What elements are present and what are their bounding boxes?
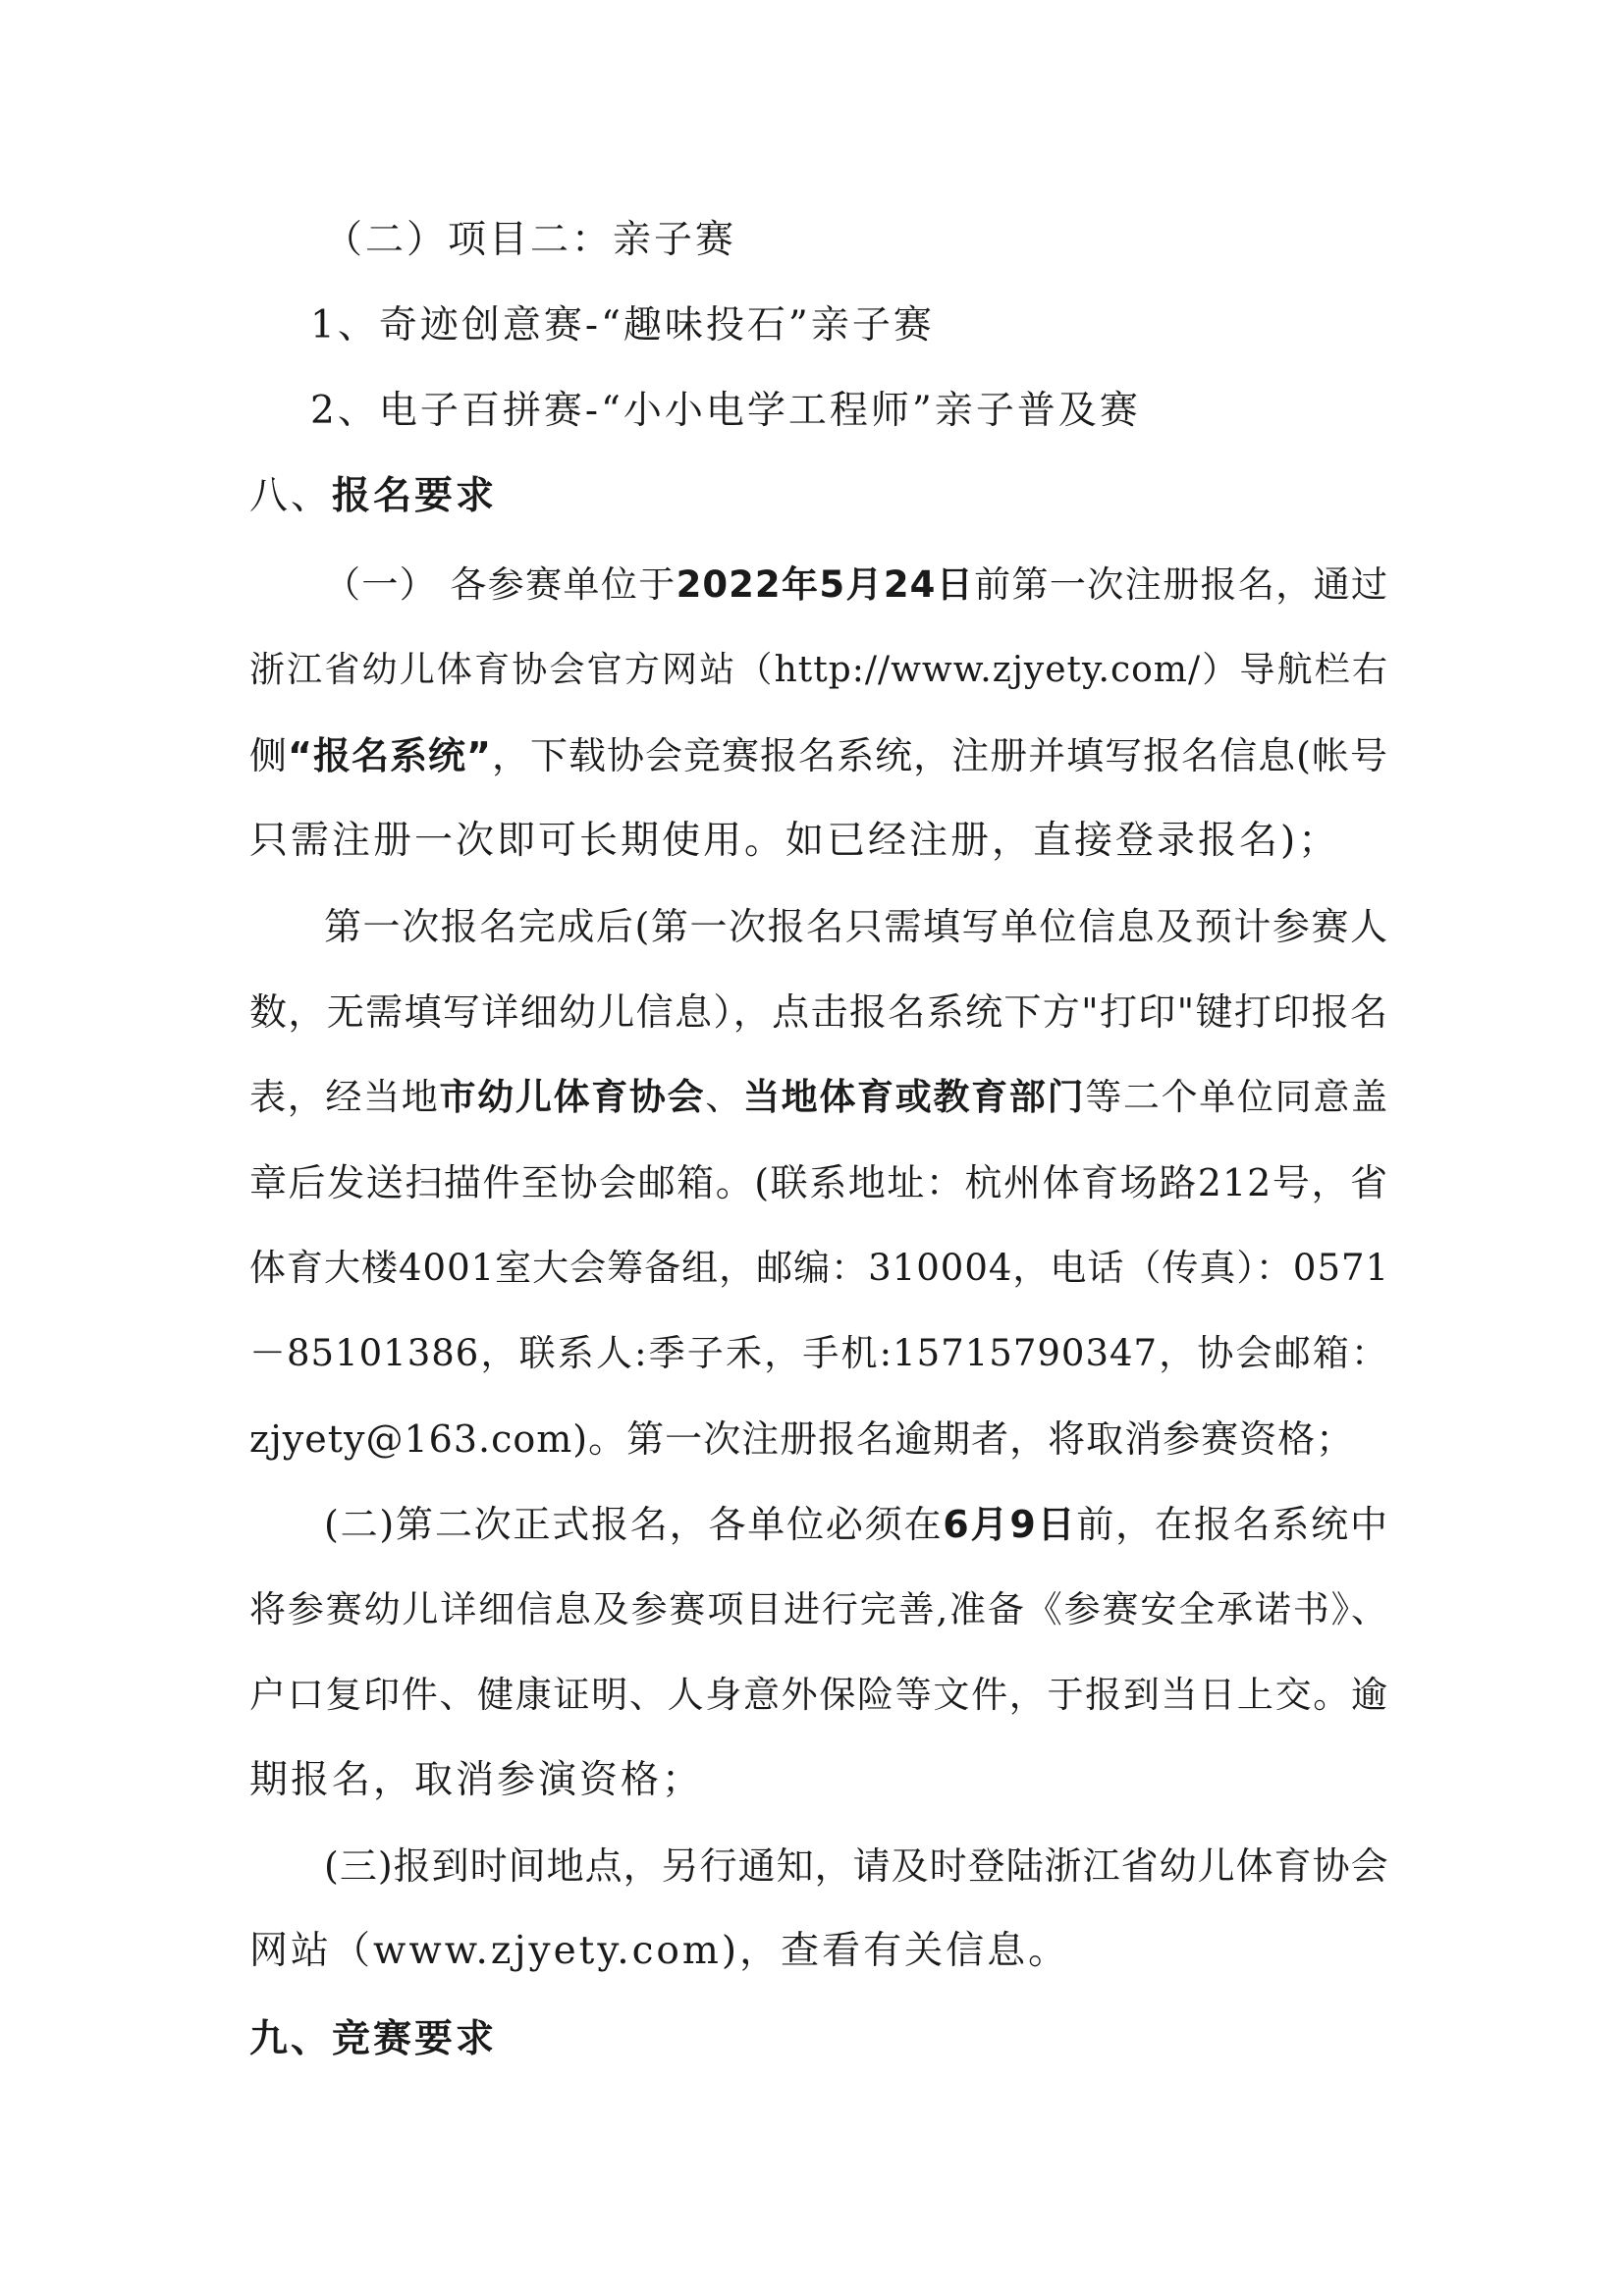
- text: 前，在报名系统中: [1076, 1503, 1388, 1546]
- registration-paragraph-1-line-3: [249, 726, 1388, 785]
- registration-paragraph-3-line-4: 期报名，取消参演资格；: [249, 1758, 704, 1802]
- first-deadline: 2022年5月24日: [676, 563, 975, 606]
- registration-system-name: “报名系统”: [288, 734, 492, 777]
- registration-paragraph-1-line-1: [324, 556, 1388, 614]
- text: 前第一次注册报名，通过: [974, 563, 1389, 606]
- registration-paragraph-2-line-3: [249, 1068, 1388, 1127]
- text: ，下载协会竞赛报名系统，注册并填写报名信息(帐号: [492, 734, 1388, 777]
- registration-paragraph-2-line-5: 体育大楼4001室大会筹备组，邮编：310004，电话（传真）：0571: [249, 1247, 1390, 1289]
- registration-paragraph-1-line-4: 只需注册一次即可长期使用。如已经注册，直接登录报名)；: [249, 819, 1340, 863]
- section-8-number: 八、: [249, 474, 333, 518]
- section-8-heading: [249, 467, 1388, 526]
- registration-paragraph-3-line-2: 将参赛幼儿详细信息及参赛项目进行完善,准备《参赛安全承诺书》、: [249, 1588, 1388, 1630]
- registration-paragraph-2-line-6: －85101386，联系人:季子禾，手机:15715790347，协会邮箱：: [249, 1332, 1388, 1374]
- project2-item-1: 1、奇迹创意赛-“趣味投石”亲子赛: [310, 303, 935, 347]
- approving-unit-2: 当地体育或教育部门: [742, 1076, 1086, 1118]
- text: 表，经当地: [249, 1076, 440, 1118]
- text: （一） 各参赛单位于: [324, 563, 677, 606]
- project2-title: （二）项目二：亲子赛: [324, 218, 737, 262]
- text: 等二个单位同意盖: [1085, 1076, 1389, 1118]
- text: 、: [705, 1076, 743, 1118]
- section-9-heading: 九、竞赛要求: [249, 2017, 498, 2061]
- registration-paragraph-2-line-4: 章后发送扫描件至协会邮箱。(联系地址：杭州体育场路212号，省: [249, 1161, 1388, 1204]
- text: (二)第二次正式报名，各单位必须在: [324, 1503, 944, 1546]
- registration-paragraph-1-line-2: 浙江省幼儿体育协会官方网站（http://www.zjyety.com/）导航栏右: [249, 650, 1388, 690]
- section-8-title: 报名要求: [332, 474, 498, 518]
- approving-unit-1: 市幼儿体育协会: [439, 1076, 706, 1118]
- second-deadline: 6月9日: [943, 1503, 1077, 1546]
- registration-paragraph-3-line-1: [324, 1495, 1388, 1554]
- registration-paragraph-4-line-1: (三)报到时间地点，另行通知，请及时登陆浙江省幼儿体育协会: [324, 1844, 1389, 1888]
- project2-item-2: 2、电子百拼赛-“小小电学工程师”亲子普及赛: [310, 389, 1141, 433]
- registration-paragraph-2-line-7: zjyety@163.com)。第一次注册报名逾期者，将取消参赛资格；: [249, 1417, 1355, 1461]
- registration-paragraph-4-line-2: 网站（www.zjyety.com)，查看有关信息。: [249, 1929, 1070, 1973]
- registration-paragraph-2-line-1: 第一次报名完成后(第一次报名只需填写单位信息及预计参赛人: [324, 905, 1388, 948]
- text: 侧: [249, 734, 289, 777]
- registration-paragraph-3-line-3: 户口复印件、健康证明、人身意外保险等文件，于报到当日上交。逾: [249, 1674, 1388, 1716]
- registration-paragraph-2-line-2: 数，无需填写详细幼儿信息），点击报名系统下方"打印"键打印报名: [249, 990, 1388, 1034]
